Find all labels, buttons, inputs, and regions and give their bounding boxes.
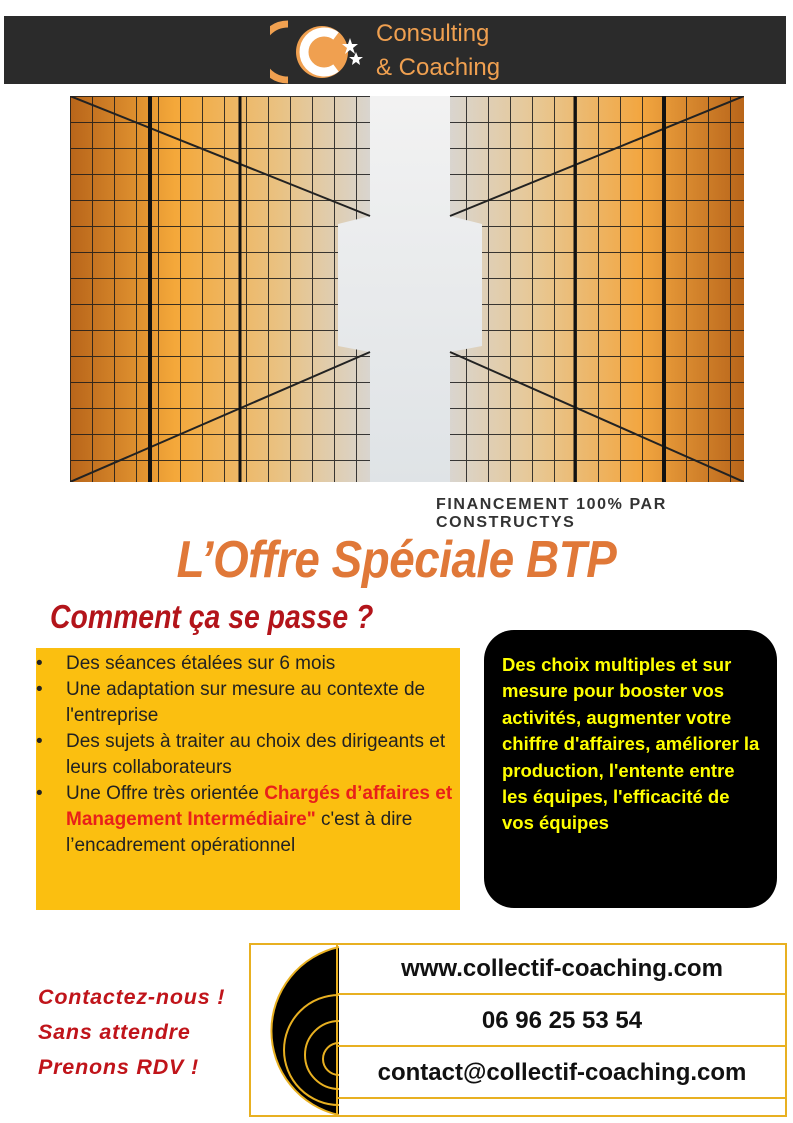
benefits-text: Des choix multiples et sur mesure pour booster vos activités, augmenter votre chiffre d'affaires, améliorer la production, l'entente entre les équipes, l'efficacité de vos équipes bbox=[502, 654, 760, 834]
list-item: • Des séances étalées sur 6 mois bbox=[36, 651, 460, 677]
contact-panel-footer bbox=[336, 1099, 786, 1115]
concentric-arcs-icon bbox=[251, 945, 341, 1115]
brand-name-line2: & Coaching bbox=[376, 54, 501, 81]
hero-photo bbox=[70, 96, 744, 482]
benefits-box bbox=[484, 630, 777, 908]
list-item: • Une Offre très orientée Chargés d’affaires et Management Intermédiaire" c'est à dire l’encadrement opérationnel bbox=[36, 781, 460, 859]
call-to-action: Contactez-nous ! Sans attendre Prenons RDV ! bbox=[38, 985, 226, 1079]
bullet-list bbox=[36, 651, 460, 859]
financing-note: FINANCEMENT 100% PAR CONSTRUCTYS bbox=[436, 496, 667, 531]
website-link[interactable]: www.collectif-coaching.com bbox=[336, 943, 786, 995]
c-star-logo-icon bbox=[270, 16, 380, 84]
section-subtitle: Comment ça se passe ? bbox=[50, 598, 374, 635]
brand-name-line1: Consulting bbox=[376, 20, 490, 47]
list-item: • Des sujets à traiter au choix des dirigeants et leurs collaborateurs bbox=[36, 729, 460, 781]
details-box bbox=[36, 648, 460, 910]
offer-title: L’Offre Spéciale BTP bbox=[176, 531, 617, 589]
highlight-red-text: Chargés d’affaires et Management Intermédiaire" bbox=[66, 783, 453, 830]
list-item: • Une adaptation sur mesure au contexte de l'entreprise bbox=[36, 677, 460, 729]
phone-number[interactable]: 06 96 25 53 54 bbox=[336, 995, 786, 1047]
email-link[interactable]: contact@collectif-coaching.com bbox=[336, 1047, 786, 1099]
